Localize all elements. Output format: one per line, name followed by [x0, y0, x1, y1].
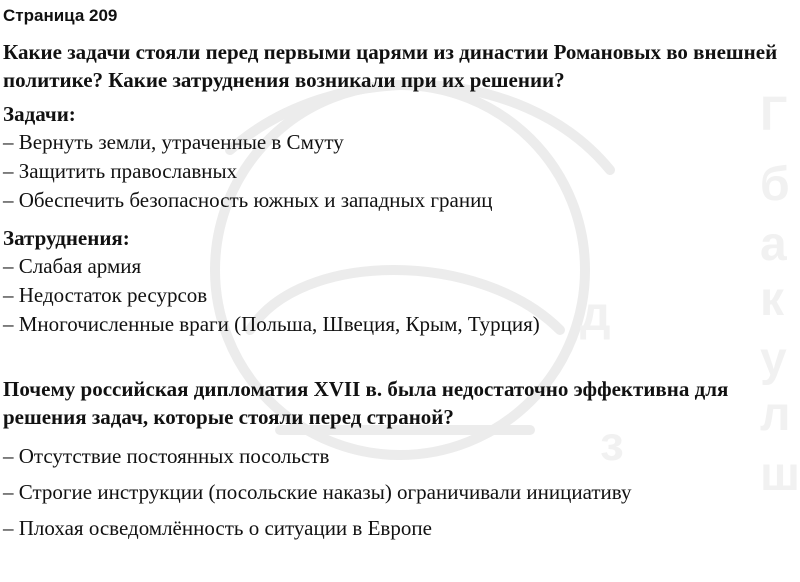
page-number-label: Страница 209: [3, 6, 118, 25]
svg-text:Г: Г: [760, 88, 788, 141]
question-1: Какие задачи стояли перед первыми царями из династии Романовых во внешней политике? Какие затруднения возникали при их решении?: [3, 40, 778, 92]
list-item: – Многочисленные враги (Польша, Швеция, Крым, Турция): [3, 312, 540, 336]
list-item: – Вернуть земли, утраченные в Смуту: [3, 130, 344, 154]
list-item: – Недостаток ресурсов: [3, 283, 208, 307]
difficulties-heading: Затруднения:: [3, 226, 130, 250]
difficulties-list: [3, 252, 798, 339]
document-body: [3, 0, 798, 546]
svg-text:ш: ш: [760, 448, 800, 501]
list-item: – Плохая осведомлённость о ситуации в Европе: [3, 516, 432, 540]
list-item: – Слабая армия: [3, 254, 142, 278]
answers-list: [3, 438, 798, 546]
question-2: Почему российская дипломатия XVII в. была недостаточно эффективна для решения задач, которые стояли перед страной?: [3, 377, 729, 429]
svg-text:у: у: [760, 333, 787, 386]
svg-text:а: а: [760, 218, 787, 271]
svg-text:з: з: [600, 418, 624, 471]
list-item: – Строгие инструкции (посольские наказы) ограничивали инициативу: [3, 480, 632, 504]
list-item: – Обеспечить безопасность южных и западных границ: [3, 188, 493, 212]
svg-text:л: л: [760, 388, 791, 441]
svg-text:д: д: [580, 288, 611, 341]
svg-text:к: к: [760, 273, 785, 326]
tasks-list: [3, 128, 798, 215]
tasks-heading: Задачи:: [3, 102, 76, 126]
list-item: – Защитить православных: [3, 159, 238, 183]
svg-text:б: б: [760, 158, 790, 211]
list-item: – Отсутствие постоянных посольств: [3, 444, 330, 468]
